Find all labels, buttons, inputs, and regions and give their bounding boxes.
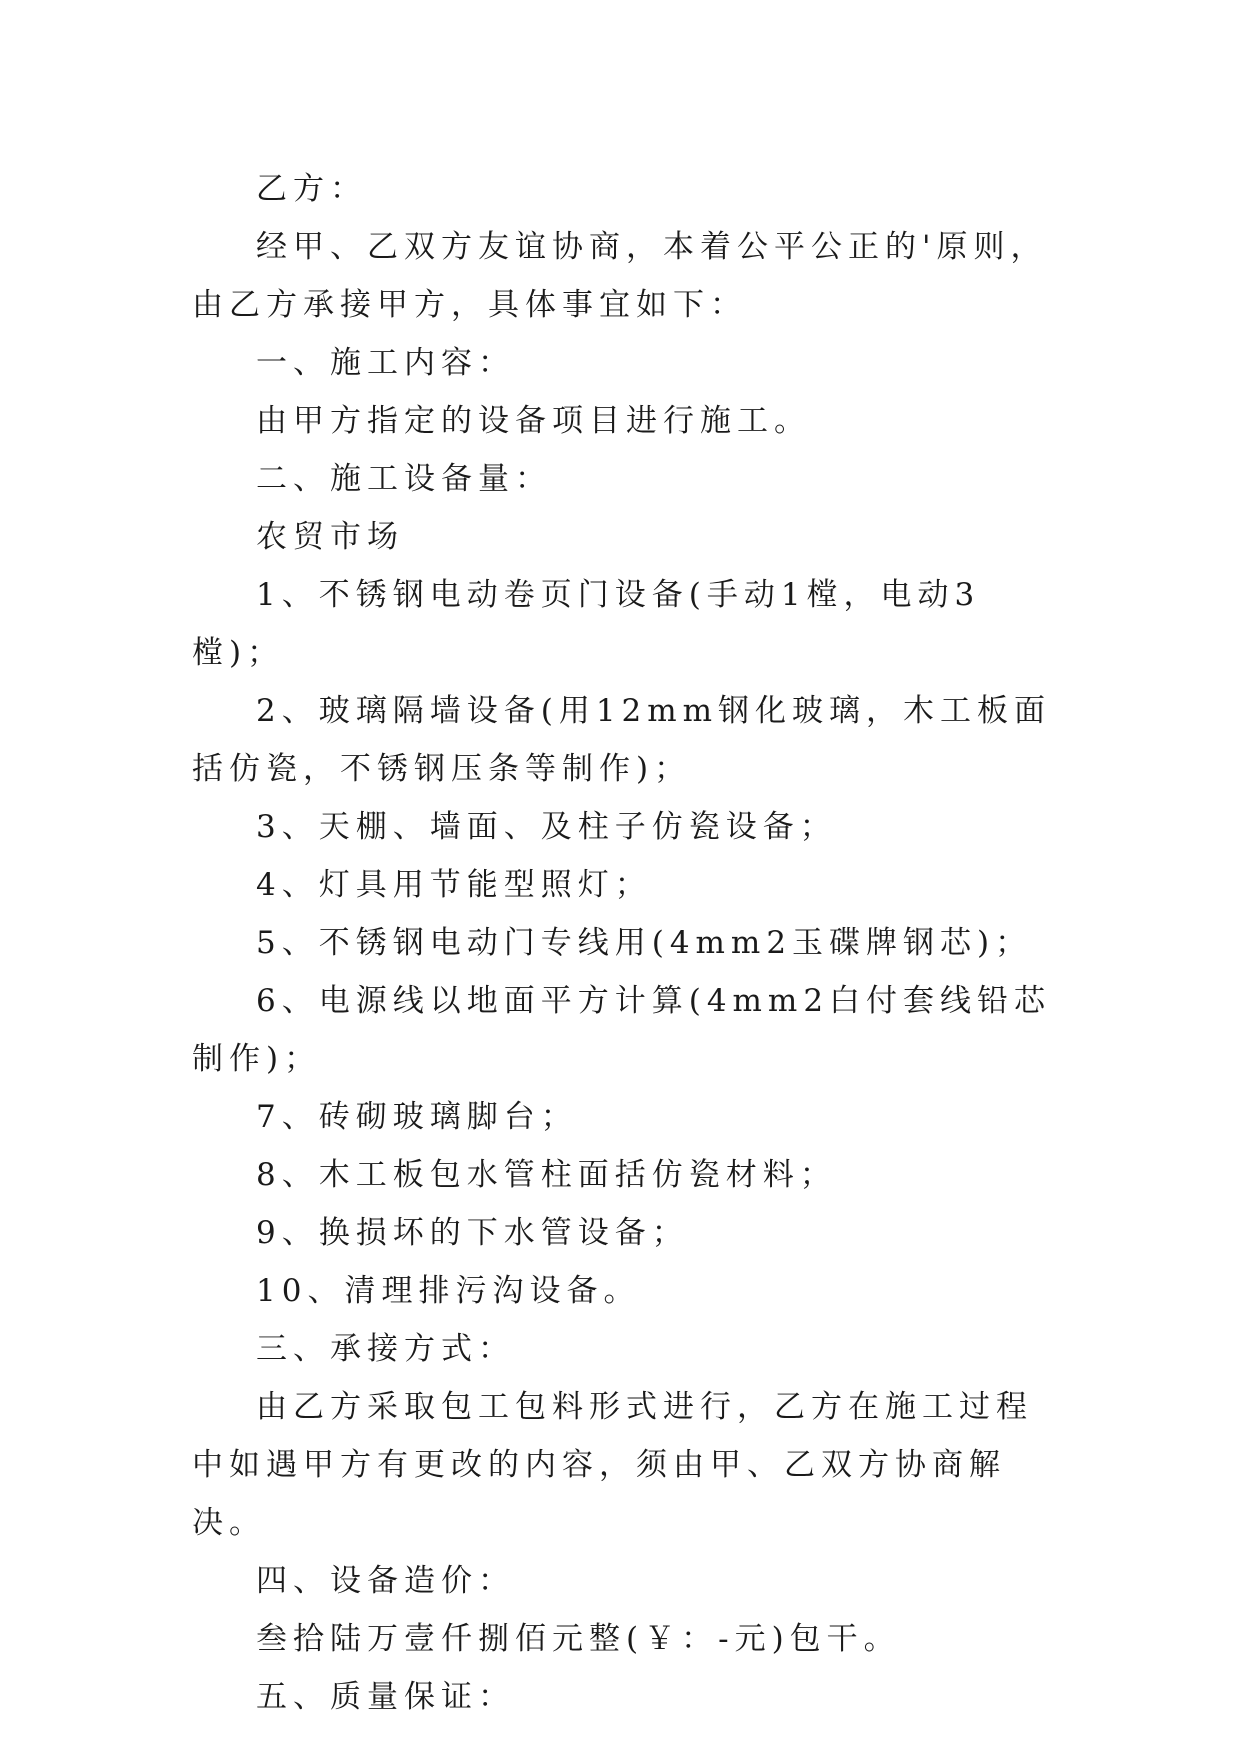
list-item: 10、清理排污沟设备。: [256, 1273, 641, 1309]
paragraph-construction-content: 由甲方指定的设备项目进行施工。: [256, 403, 811, 439]
list-item: 1、不锈钢电动卷页门设备(手动1樘，电动3樘)；: [192, 577, 981, 671]
heading-contract-method: 三、承接方式：: [256, 1331, 515, 1367]
document-body: [192, 160, 1062, 1726]
list-item: 2、玻璃隔墙设备(用12mm钢化玻璃，木工板面括仿瓷，不锈钢压条等制作)；: [192, 693, 1052, 787]
list-item: 4、灯具用节能型照灯；: [256, 867, 652, 903]
paragraph-intro: 经甲、乙双方友谊协商，本着公平公正的'原则，由乙方承接甲方，具体事宜如下：: [192, 229, 1048, 323]
paragraph-market: 农贸市场: [256, 519, 404, 555]
heading-construction-content: 一、施工内容：: [256, 345, 515, 381]
heading-equipment-quantity: 二、施工设备量：: [256, 461, 552, 497]
paragraph-party-b: 乙方：: [256, 171, 367, 207]
list-item: 7、砖砌玻璃脚台；: [256, 1099, 578, 1135]
list-item: 5、不锈钢电动门专线用(4mm2玉碟牌钢芯)；: [256, 925, 1033, 961]
heading-quality-assurance: 五、质量保证：: [256, 1679, 515, 1715]
list-item: 8、木工板包水管柱面括仿瓷材料；: [256, 1157, 837, 1193]
list-item: 9、换损坏的下水管设备；: [256, 1215, 689, 1251]
list-item: 3、天棚、墙面、及柱子仿瓷设备；: [256, 809, 837, 845]
heading-equipment-cost: 四、设备造价：: [256, 1563, 515, 1599]
paragraph-equipment-cost: 叁拾陆万壹仟捌佰元整(￥：-元)包干。: [256, 1621, 901, 1657]
list-item: 6、电源线以地面平方计算(4mm2白付套线铅芯制作)；: [192, 983, 1052, 1077]
paragraph-contract-method: 由乙方采取包工包料形式进行，乙方在施工过程中如遇甲方有更改的内容，须由甲、乙双方协商解决。: [192, 1389, 1033, 1541]
